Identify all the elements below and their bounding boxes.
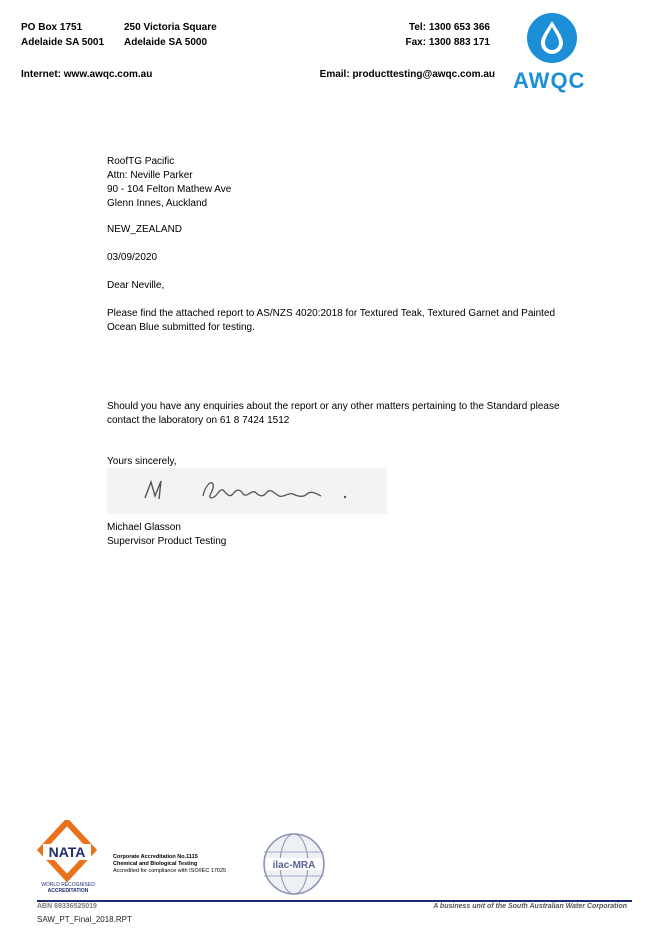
internet-line: Internet: www.awqc.com.au — [21, 69, 153, 80]
street-address-block — [124, 20, 217, 50]
accreditation-standard: Accredited for compliance with ISO/IEC 17025 — [113, 868, 227, 874]
phone-block — [405, 20, 490, 50]
street-address: 250 Victoria Square — [124, 22, 217, 33]
signer-title: Supervisor Product Testing — [107, 536, 227, 547]
accreditation-number: Corporate Accreditation No.1115 — [113, 854, 198, 860]
paragraph-enquiries — [107, 400, 560, 428]
email-line: Email: producttesting@awqc.com.au — [319, 69, 495, 80]
signature-drawing — [107, 468, 387, 514]
recipient-street: 90 - 104 Felton Mathew Ave — [107, 184, 232, 195]
signer-block — [107, 521, 226, 549]
accreditation-block — [113, 854, 226, 875]
nata-sub — [41, 882, 95, 894]
po-address-block — [21, 20, 104, 50]
recipient-country: NEW_ZEALAND — [107, 224, 183, 235]
salutation: Dear Neville, — [107, 280, 165, 291]
nata-sub-line1: WORLD RECOGNISED — [41, 882, 95, 888]
paragraph-report-line1: Please find the attached report to AS/NZS 4020:2018 for Textured Teak, Textured Garnet and Painted — [107, 308, 556, 319]
nata-logo — [37, 820, 97, 898]
ilac-logo — [262, 832, 326, 896]
tel-number: Tel: 1300 653 366 — [409, 22, 490, 33]
paragraph-report — [107, 307, 555, 335]
letter-date: 03/09/2020 — [107, 252, 158, 263]
business-unit-note: A business unit of the South Australian Water Corporation — [433, 903, 627, 910]
footer-rule — [37, 900, 632, 902]
recipient-attn: Attn: Neville Parker — [107, 170, 193, 181]
fax-number: Fax: 1300 883 171 — [405, 37, 490, 48]
ilac-globe-icon — [262, 832, 326, 896]
recipient-company: RoofTG Pacific — [107, 156, 175, 167]
po-city: Adelaide SA 5001 — [21, 37, 105, 48]
recipient-suburb: Glenn Innes, Auckland — [107, 198, 208, 209]
po-box: PO Box 1751 — [21, 22, 83, 33]
accreditation-field: Chemical and Biological Testing — [113, 861, 198, 867]
recipient-address — [107, 155, 231, 211]
logo-wordmark: AWQC — [513, 68, 586, 93]
signature — [107, 468, 387, 514]
water-drop-icon — [526, 12, 578, 64]
paragraph-enquiries-line2: contact the laboratory on 61 8 7424 1512 — [107, 415, 290, 426]
awqc-logo — [512, 12, 602, 96]
abn-number: ABN 69336525019 — [37, 903, 97, 910]
signer-name: Michael Glasson — [107, 522, 181, 533]
report-filename: SAW_PT_Final_2018.RPT — [37, 915, 132, 924]
closing: Yours sincerely, — [107, 456, 177, 467]
nata-wordmark: NATA — [48, 844, 86, 860]
street-city: Adelaide SA 5000 — [124, 37, 208, 48]
nata-sub-line2: ACCREDITATION — [47, 888, 89, 894]
ilac-wordmark: ilac-MRA — [272, 860, 316, 871]
paragraph-report-line2: Ocean Blue submitted for testing. — [107, 322, 255, 333]
paragraph-enquiries-line1: Should you have any enquiries about the report or any other matters pertaining to the Standard please — [107, 401, 560, 412]
nata-emblem-icon — [37, 820, 97, 882]
